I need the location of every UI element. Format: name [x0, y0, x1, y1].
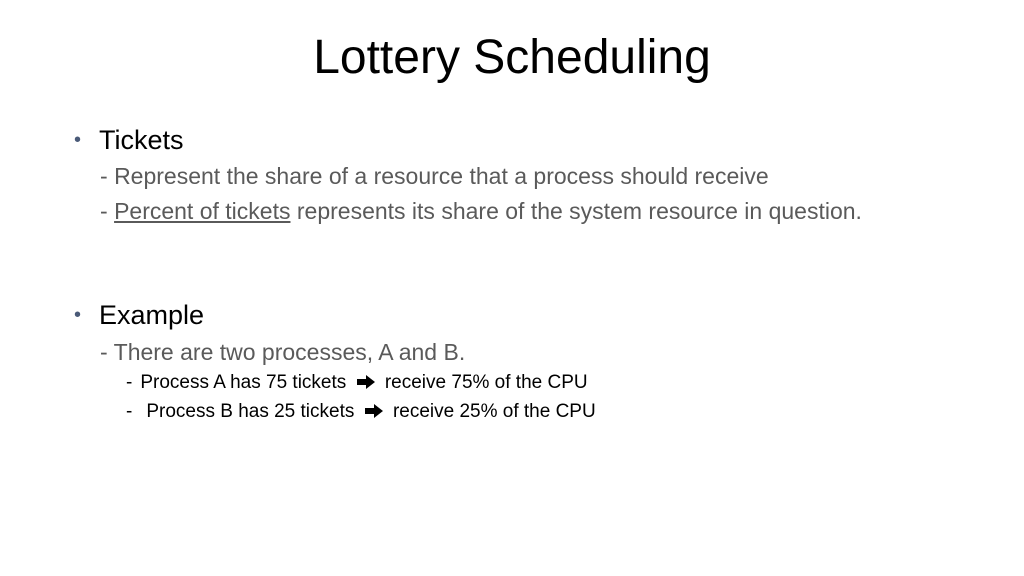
bullet-dot-icon: •	[74, 304, 82, 326]
line-text: Represent the share of a resource that a process should receive	[114, 163, 769, 189]
line-prefix: -	[100, 339, 114, 365]
example-item-b	[126, 400, 596, 424]
line-prefix: -	[100, 163, 115, 189]
item-left-text: Process A has 75 tickets	[140, 372, 347, 393]
line-prefix: -	[100, 198, 115, 224]
percent-of-tickets-link[interactable]: Percent of tickets	[114, 198, 291, 224]
item-dash: -	[126, 401, 133, 422]
item-right-text: receive 25% of the CPU	[392, 401, 596, 422]
example-item-a	[126, 371, 588, 395]
bullet-dot-icon: •	[74, 129, 82, 151]
tickets-line-1	[100, 162, 769, 190]
example-line-1	[100, 338, 465, 366]
right-arrow-icon	[364, 403, 384, 419]
tickets-line-2	[100, 197, 862, 225]
item-right-text: receive 75% of the CPU	[384, 372, 588, 393]
item-left-text: Process B has 25 tickets	[146, 401, 355, 422]
item-dash: -	[126, 372, 133, 393]
right-arrow-icon	[356, 374, 376, 390]
slide-title: Lottery Scheduling	[313, 31, 711, 84]
section-heading-tickets: Tickets	[99, 125, 184, 155]
section-heading-example: Example	[99, 300, 205, 330]
line-text: There are two processes, A and B.	[113, 339, 466, 365]
line-text: represents its share of the system resource in question.	[290, 198, 862, 224]
